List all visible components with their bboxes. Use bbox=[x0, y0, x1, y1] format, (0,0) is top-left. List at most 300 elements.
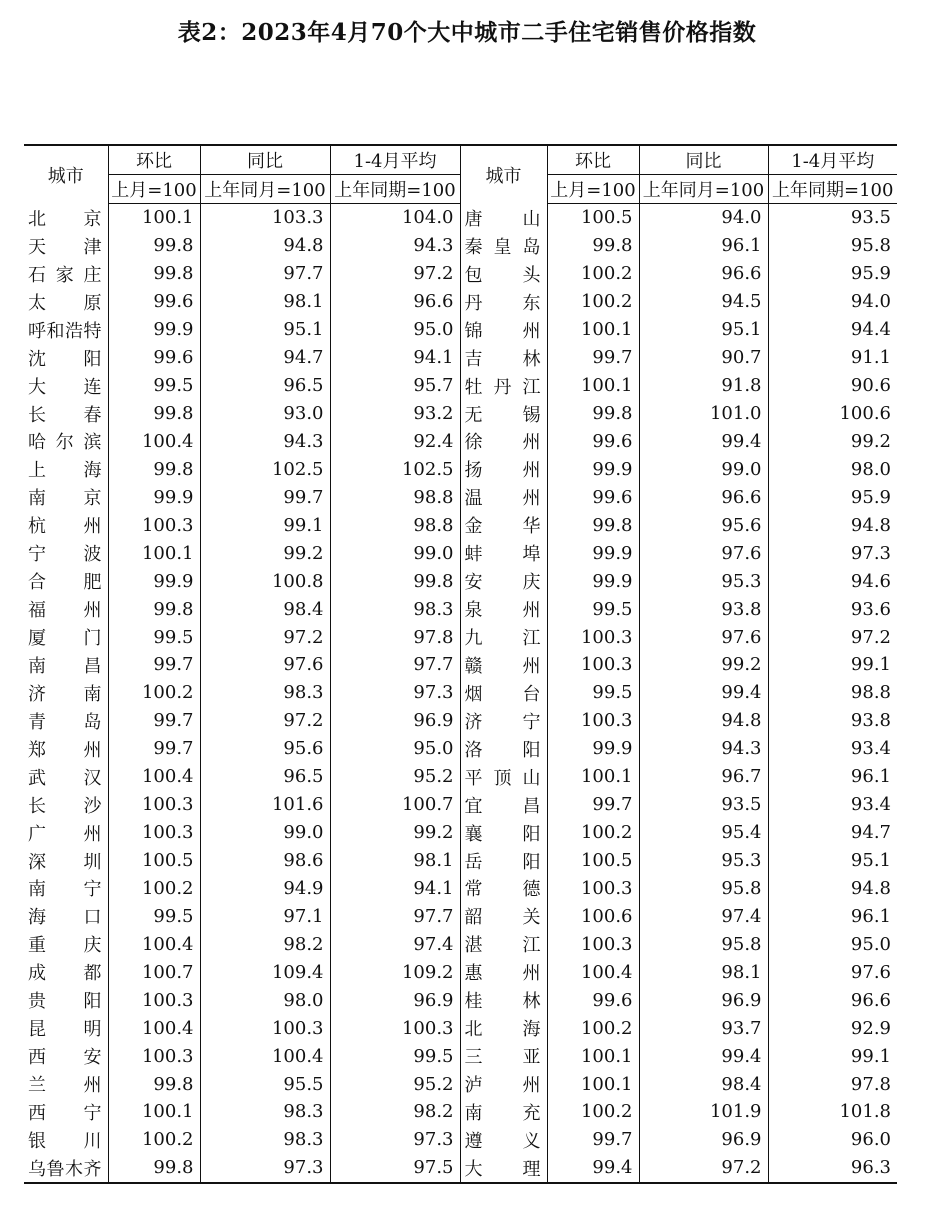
city-name-left: 福 州 bbox=[28, 600, 102, 622]
index-avg-left: 94.1 bbox=[330, 875, 460, 903]
city-name-left: 郑 州 bbox=[28, 739, 102, 761]
table-row bbox=[24, 511, 897, 539]
index-avg-left: 96.6 bbox=[330, 288, 460, 316]
index-avg-left: 95.0 bbox=[330, 316, 460, 344]
city-name-right: 徐 州 bbox=[460, 428, 547, 456]
city-name-left: 重 庆 bbox=[28, 935, 102, 957]
header-mom-base-left: 上月=100 bbox=[108, 175, 200, 204]
city-name-right: 锦 州 bbox=[460, 316, 547, 344]
index-avg-left: 94.3 bbox=[330, 232, 460, 260]
index-mom-left: 100.1 bbox=[108, 539, 200, 567]
index-avg-right: 95.9 bbox=[768, 483, 897, 511]
index-yoy-right: 101.9 bbox=[639, 1098, 768, 1126]
city-name-left: 南 昌 bbox=[28, 655, 102, 677]
city-name-left: 南 宁 bbox=[28, 879, 102, 901]
header-row-1 bbox=[24, 145, 897, 175]
city-name-right: 安 庆 bbox=[460, 567, 547, 595]
index-avg-left: 96.9 bbox=[330, 707, 460, 735]
index-avg-right: 94.8 bbox=[768, 511, 897, 539]
city-name-right: 秦皇岛 bbox=[460, 232, 547, 260]
index-avg-left: 99.5 bbox=[330, 1042, 460, 1070]
index-yoy-right: 97.6 bbox=[639, 623, 768, 651]
index-mom-right: 99.7 bbox=[547, 344, 639, 372]
index-yoy-right: 98.1 bbox=[639, 958, 768, 986]
city-name-left: 青 岛 bbox=[28, 711, 102, 733]
table-row bbox=[24, 1098, 897, 1126]
index-yoy-left: 99.7 bbox=[200, 483, 330, 511]
index-mom-left: 100.3 bbox=[108, 986, 200, 1014]
index-avg-left: 97.4 bbox=[330, 930, 460, 958]
index-avg-left: 95.7 bbox=[330, 372, 460, 400]
index-mom-left: 100.3 bbox=[108, 819, 200, 847]
table-row bbox=[24, 288, 897, 316]
index-yoy-right: 99.4 bbox=[639, 1042, 768, 1070]
index-yoy-left: 97.6 bbox=[200, 651, 330, 679]
index-yoy-right: 93.8 bbox=[639, 595, 768, 623]
index-mom-right: 100.1 bbox=[547, 1070, 639, 1098]
index-yoy-left: 98.6 bbox=[200, 847, 330, 875]
index-mom-left: 99.9 bbox=[108, 316, 200, 344]
index-yoy-right: 96.9 bbox=[639, 986, 768, 1014]
index-mom-right: 99.5 bbox=[547, 595, 639, 623]
index-avg-left: 95.2 bbox=[330, 763, 460, 791]
index-avg-left: 100.7 bbox=[330, 791, 460, 819]
index-mom-left: 100.1 bbox=[108, 204, 200, 232]
index-avg-left: 94.1 bbox=[330, 344, 460, 372]
city-name-left: 宁 波 bbox=[28, 544, 102, 566]
header-avg-base-right: 上年同期=100 bbox=[768, 175, 897, 204]
city-name-left: 沈 阳 bbox=[28, 348, 102, 370]
table-row bbox=[24, 1042, 897, 1070]
index-yoy-left: 109.4 bbox=[200, 958, 330, 986]
index-yoy-right: 99.4 bbox=[639, 428, 768, 456]
table-row bbox=[24, 539, 897, 567]
header-mom-right: 环比 bbox=[547, 145, 639, 175]
index-yoy-left: 94.7 bbox=[200, 344, 330, 372]
index-mom-right: 100.2 bbox=[547, 819, 639, 847]
index-avg-right: 93.4 bbox=[768, 735, 897, 763]
table-row bbox=[24, 260, 897, 288]
index-yoy-right: 95.3 bbox=[639, 567, 768, 595]
index-avg-right: 98.0 bbox=[768, 455, 897, 483]
city-name-right: 牡丹江 bbox=[460, 372, 547, 400]
city-name-left: 济 南 bbox=[28, 683, 102, 705]
header-yoy-base-right: 上年同月=100 bbox=[639, 175, 768, 204]
table-row bbox=[24, 819, 897, 847]
table-row bbox=[24, 1070, 897, 1098]
city-name-left: 北 京 bbox=[28, 208, 102, 230]
index-yoy-right: 101.0 bbox=[639, 400, 768, 428]
city-name-right: 泸 州 bbox=[460, 1070, 547, 1098]
city-name-right: 襄 阳 bbox=[460, 819, 547, 847]
city-name-right: 济 宁 bbox=[460, 707, 547, 735]
table-row bbox=[24, 455, 897, 483]
index-avg-right: 93.4 bbox=[768, 791, 897, 819]
city-name-left: 杭 州 bbox=[28, 516, 102, 538]
index-yoy-right: 96.9 bbox=[639, 1126, 768, 1154]
table-row bbox=[24, 930, 897, 958]
index-avg-right: 95.8 bbox=[768, 232, 897, 260]
index-yoy-right: 95.8 bbox=[639, 875, 768, 903]
index-yoy-left: 94.3 bbox=[200, 428, 330, 456]
page-title: 表2：2023年4月70个大中城市二手住宅销售价格指数 bbox=[177, 19, 757, 46]
index-avg-right: 97.6 bbox=[768, 958, 897, 986]
index-mom-left: 99.9 bbox=[108, 567, 200, 595]
header-city-right: 城市 bbox=[460, 145, 547, 204]
index-mom-right: 99.7 bbox=[547, 1126, 639, 1154]
city-name-left: 哈尔滨 bbox=[28, 432, 102, 454]
index-yoy-left: 97.3 bbox=[200, 1154, 330, 1183]
header-yoy-left: 同比 bbox=[200, 145, 330, 175]
index-yoy-left: 103.3 bbox=[200, 204, 330, 232]
index-avg-left: 97.7 bbox=[330, 902, 460, 930]
city-name-right: 温 州 bbox=[460, 483, 547, 511]
city-name-right: 赣 州 bbox=[460, 651, 547, 679]
index-avg-left: 99.8 bbox=[330, 567, 460, 595]
city-name-right: 惠 州 bbox=[460, 958, 547, 986]
city-name-right: 岳 阳 bbox=[460, 847, 547, 875]
index-avg-right: 90.6 bbox=[768, 372, 897, 400]
index-avg-left: 102.5 bbox=[330, 455, 460, 483]
index-yoy-left: 97.7 bbox=[200, 260, 330, 288]
index-yoy-right: 96.6 bbox=[639, 483, 768, 511]
table-row bbox=[24, 372, 897, 400]
header-avg-right: 1-4月平均 bbox=[768, 145, 897, 175]
city-name-left: 石家庄 bbox=[28, 264, 102, 286]
index-yoy-left: 98.3 bbox=[200, 1126, 330, 1154]
city-name-left: 呼和浩特 bbox=[28, 320, 102, 342]
index-mom-left: 100.4 bbox=[108, 763, 200, 791]
index-mom-right: 99.9 bbox=[547, 567, 639, 595]
index-avg-left: 104.0 bbox=[330, 204, 460, 232]
city-name-left: 深 圳 bbox=[28, 851, 102, 873]
index-avg-left: 93.2 bbox=[330, 400, 460, 428]
index-yoy-left: 98.1 bbox=[200, 288, 330, 316]
table-body bbox=[24, 204, 897, 1183]
index-avg-left: 99.0 bbox=[330, 539, 460, 567]
index-mom-right: 100.3 bbox=[547, 930, 639, 958]
city-name-left: 乌鲁木齐 bbox=[28, 1158, 102, 1180]
index-yoy-right: 93.7 bbox=[639, 1014, 768, 1042]
index-yoy-left: 98.4 bbox=[200, 595, 330, 623]
city-name-right: 遵 义 bbox=[460, 1126, 547, 1154]
city-name-right: 桂 林 bbox=[460, 986, 547, 1014]
index-mom-left: 99.8 bbox=[108, 400, 200, 428]
index-mom-right: 100.4 bbox=[547, 958, 639, 986]
city-name-right: 九 江 bbox=[460, 623, 547, 651]
index-yoy-right: 97.4 bbox=[639, 902, 768, 930]
table-row bbox=[24, 400, 897, 428]
index-mom-right: 100.3 bbox=[547, 623, 639, 651]
index-avg-left: 98.1 bbox=[330, 847, 460, 875]
table-row bbox=[24, 651, 897, 679]
city-name-left: 天 津 bbox=[28, 236, 102, 258]
city-name-right: 丹 东 bbox=[460, 288, 547, 316]
index-mom-left: 100.2 bbox=[108, 1126, 200, 1154]
index-yoy-left: 94.8 bbox=[200, 232, 330, 260]
index-avg-left: 97.5 bbox=[330, 1154, 460, 1183]
index-mom-left: 99.7 bbox=[108, 651, 200, 679]
index-mom-right: 99.9 bbox=[547, 539, 639, 567]
index-yoy-right: 99.4 bbox=[639, 679, 768, 707]
index-yoy-left: 97.2 bbox=[200, 707, 330, 735]
index-avg-right: 95.1 bbox=[768, 847, 897, 875]
price-index-table bbox=[24, 144, 897, 1184]
index-mom-right: 99.4 bbox=[547, 1154, 639, 1183]
table-row bbox=[24, 986, 897, 1014]
city-name-left: 银 川 bbox=[28, 1130, 102, 1152]
table-row bbox=[24, 679, 897, 707]
city-name-left: 兰 州 bbox=[28, 1075, 102, 1097]
index-avg-right: 94.6 bbox=[768, 567, 897, 595]
city-name-right: 包 头 bbox=[460, 260, 547, 288]
index-mom-left: 99.7 bbox=[108, 735, 200, 763]
table-row bbox=[24, 1154, 897, 1183]
index-mom-right: 99.9 bbox=[547, 735, 639, 763]
index-avg-left: 92.4 bbox=[330, 428, 460, 456]
index-avg-right: 93.8 bbox=[768, 707, 897, 735]
index-mom-left: 100.3 bbox=[108, 1042, 200, 1070]
index-yoy-left: 95.5 bbox=[200, 1070, 330, 1098]
index-mom-left: 100.2 bbox=[108, 875, 200, 903]
index-avg-right: 96.1 bbox=[768, 763, 897, 791]
table-row bbox=[24, 428, 897, 456]
index-avg-left: 97.7 bbox=[330, 651, 460, 679]
index-mom-left: 99.6 bbox=[108, 288, 200, 316]
city-name-left: 海 口 bbox=[28, 907, 102, 929]
index-mom-right: 99.5 bbox=[547, 679, 639, 707]
index-mom-right: 99.8 bbox=[547, 511, 639, 539]
index-mom-right: 99.7 bbox=[547, 791, 639, 819]
city-name-left: 上 海 bbox=[28, 460, 102, 482]
index-mom-right: 99.6 bbox=[547, 986, 639, 1014]
index-mom-right: 99.6 bbox=[547, 428, 639, 456]
index-avg-left: 97.8 bbox=[330, 623, 460, 651]
city-name-right: 平顶山 bbox=[460, 763, 547, 791]
index-mom-right: 100.3 bbox=[547, 651, 639, 679]
index-yoy-right: 95.1 bbox=[639, 316, 768, 344]
city-name-left: 成 都 bbox=[28, 963, 102, 985]
index-avg-left: 100.3 bbox=[330, 1014, 460, 1042]
index-yoy-left: 99.1 bbox=[200, 511, 330, 539]
city-name-right: 泉 州 bbox=[460, 595, 547, 623]
index-mom-right: 100.2 bbox=[547, 1098, 639, 1126]
index-mom-right: 100.1 bbox=[547, 372, 639, 400]
index-yoy-right: 97.6 bbox=[639, 539, 768, 567]
index-avg-right: 99.1 bbox=[768, 1042, 897, 1070]
index-yoy-right: 91.8 bbox=[639, 372, 768, 400]
index-yoy-right: 94.3 bbox=[639, 735, 768, 763]
index-yoy-right: 95.8 bbox=[639, 930, 768, 958]
index-avg-left: 98.2 bbox=[330, 1098, 460, 1126]
index-yoy-right: 96.1 bbox=[639, 232, 768, 260]
index-avg-left: 98.8 bbox=[330, 511, 460, 539]
table-row bbox=[24, 344, 897, 372]
index-mom-left: 100.4 bbox=[108, 1014, 200, 1042]
index-yoy-right: 94.8 bbox=[639, 707, 768, 735]
index-mom-right: 100.6 bbox=[547, 902, 639, 930]
index-avg-right: 99.1 bbox=[768, 651, 897, 679]
city-name-left: 昆 明 bbox=[28, 1019, 102, 1041]
city-name-left: 长 春 bbox=[28, 404, 102, 426]
index-yoy-right: 99.0 bbox=[639, 455, 768, 483]
table-row bbox=[24, 902, 897, 930]
index-avg-left: 97.3 bbox=[330, 1126, 460, 1154]
index-mom-right: 100.2 bbox=[547, 288, 639, 316]
city-name-left: 南 京 bbox=[28, 488, 102, 510]
table-row bbox=[24, 1014, 897, 1042]
index-yoy-left: 100.3 bbox=[200, 1014, 330, 1042]
index-mom-left: 99.7 bbox=[108, 707, 200, 735]
index-mom-left: 100.2 bbox=[108, 679, 200, 707]
index-avg-right: 95.9 bbox=[768, 260, 897, 288]
index-mom-left: 100.3 bbox=[108, 511, 200, 539]
index-yoy-left: 98.3 bbox=[200, 679, 330, 707]
index-avg-right: 95.0 bbox=[768, 930, 897, 958]
index-avg-left: 96.9 bbox=[330, 986, 460, 1014]
index-mom-left: 99.8 bbox=[108, 455, 200, 483]
index-mom-left: 99.5 bbox=[108, 372, 200, 400]
index-yoy-left: 98.2 bbox=[200, 930, 330, 958]
index-avg-right: 91.1 bbox=[768, 344, 897, 372]
table-row bbox=[24, 623, 897, 651]
index-yoy-right: 96.6 bbox=[639, 260, 768, 288]
index-yoy-left: 97.1 bbox=[200, 902, 330, 930]
index-mom-left: 99.6 bbox=[108, 344, 200, 372]
index-mom-left: 100.5 bbox=[108, 847, 200, 875]
index-yoy-left: 98.0 bbox=[200, 986, 330, 1014]
index-avg-right: 96.0 bbox=[768, 1126, 897, 1154]
index-mom-right: 99.9 bbox=[547, 455, 639, 483]
city-name-right: 吉 林 bbox=[460, 344, 547, 372]
table-row bbox=[24, 232, 897, 260]
table-row bbox=[24, 735, 897, 763]
index-avg-left: 98.3 bbox=[330, 595, 460, 623]
index-yoy-left: 95.1 bbox=[200, 316, 330, 344]
index-mom-left: 100.4 bbox=[108, 930, 200, 958]
index-mom-left: 100.4 bbox=[108, 428, 200, 456]
index-yoy-left: 96.5 bbox=[200, 372, 330, 400]
index-mom-left: 100.3 bbox=[108, 791, 200, 819]
city-name-right: 北 海 bbox=[460, 1014, 547, 1042]
index-avg-right: 96.6 bbox=[768, 986, 897, 1014]
index-avg-right: 97.8 bbox=[768, 1070, 897, 1098]
city-name-left: 广 州 bbox=[28, 823, 102, 845]
index-mom-right: 100.3 bbox=[547, 707, 639, 735]
city-name-right: 金 华 bbox=[460, 511, 547, 539]
city-name-left: 西 宁 bbox=[28, 1102, 102, 1124]
index-yoy-right: 99.2 bbox=[639, 651, 768, 679]
index-mom-right: 99.8 bbox=[547, 400, 639, 428]
index-yoy-right: 93.5 bbox=[639, 791, 768, 819]
index-mom-left: 99.8 bbox=[108, 260, 200, 288]
index-yoy-right: 96.7 bbox=[639, 763, 768, 791]
index-yoy-right: 98.4 bbox=[639, 1070, 768, 1098]
index-yoy-left: 99.0 bbox=[200, 819, 330, 847]
header-mom-left: 环比 bbox=[108, 145, 200, 175]
index-mom-right: 99.6 bbox=[547, 483, 639, 511]
index-mom-left: 100.1 bbox=[108, 1098, 200, 1126]
index-avg-right: 97.2 bbox=[768, 623, 897, 651]
city-name-right: 无 锡 bbox=[460, 400, 547, 428]
city-name-right: 常 德 bbox=[460, 875, 547, 903]
table-row bbox=[24, 958, 897, 986]
index-yoy-right: 94.5 bbox=[639, 288, 768, 316]
index-avg-right: 92.9 bbox=[768, 1014, 897, 1042]
index-yoy-left: 95.6 bbox=[200, 735, 330, 763]
index-avg-right: 99.2 bbox=[768, 428, 897, 456]
table-row bbox=[24, 763, 897, 791]
city-name-right: 扬 州 bbox=[460, 455, 547, 483]
index-avg-left: 97.2 bbox=[330, 260, 460, 288]
table-row bbox=[24, 875, 897, 903]
header-avg-base-left: 上年同期=100 bbox=[330, 175, 460, 204]
index-mom-right: 100.2 bbox=[547, 1014, 639, 1042]
index-yoy-left: 94.9 bbox=[200, 875, 330, 903]
index-yoy-left: 93.0 bbox=[200, 400, 330, 428]
index-mom-right: 100.3 bbox=[547, 875, 639, 903]
index-mom-left: 99.8 bbox=[108, 232, 200, 260]
city-name-left: 合 肥 bbox=[28, 572, 102, 594]
index-avg-right: 93.6 bbox=[768, 595, 897, 623]
index-yoy-left: 101.6 bbox=[200, 791, 330, 819]
city-name-right: 南 充 bbox=[460, 1098, 547, 1126]
index-avg-right: 94.7 bbox=[768, 819, 897, 847]
index-avg-right: 98.8 bbox=[768, 679, 897, 707]
index-mom-right: 100.1 bbox=[547, 316, 639, 344]
index-avg-right: 97.3 bbox=[768, 539, 897, 567]
table-row bbox=[24, 316, 897, 344]
index-avg-left: 109.2 bbox=[330, 958, 460, 986]
index-yoy-right: 95.6 bbox=[639, 511, 768, 539]
index-avg-right: 94.0 bbox=[768, 288, 897, 316]
city-name-right: 湛 江 bbox=[460, 930, 547, 958]
city-name-left: 太 原 bbox=[28, 292, 102, 314]
index-mom-right: 100.1 bbox=[547, 763, 639, 791]
index-avg-right: 94.8 bbox=[768, 875, 897, 903]
table-row bbox=[24, 1126, 897, 1154]
header-yoy-base-left: 上年同月=100 bbox=[200, 175, 330, 204]
table-row bbox=[24, 204, 897, 232]
index-avg-left: 99.2 bbox=[330, 819, 460, 847]
city-name-right: 洛 阳 bbox=[460, 735, 547, 763]
index-mom-left: 100.7 bbox=[108, 958, 200, 986]
city-name-right: 唐 山 bbox=[460, 204, 547, 232]
index-avg-left: 97.3 bbox=[330, 679, 460, 707]
index-mom-right: 100.2 bbox=[547, 260, 639, 288]
index-avg-right: 100.6 bbox=[768, 400, 897, 428]
index-avg-right: 96.3 bbox=[768, 1154, 897, 1183]
price-index-table-container bbox=[24, 144, 897, 1184]
index-yoy-right: 90.7 bbox=[639, 344, 768, 372]
index-yoy-left: 99.2 bbox=[200, 539, 330, 567]
index-yoy-right: 95.3 bbox=[639, 847, 768, 875]
header-city-left: 城市 bbox=[47, 165, 84, 187]
city-name-left: 西 安 bbox=[28, 1047, 102, 1069]
table-row bbox=[24, 483, 897, 511]
header-mom-base-right: 上月=100 bbox=[547, 175, 639, 204]
index-yoy-left: 100.4 bbox=[200, 1042, 330, 1070]
city-name-right: 韶 关 bbox=[460, 902, 547, 930]
city-name-right: 三 亚 bbox=[460, 1042, 547, 1070]
city-name-right: 蚌 埠 bbox=[460, 539, 547, 567]
index-avg-left: 95.0 bbox=[330, 735, 460, 763]
index-mom-right: 100.5 bbox=[547, 204, 639, 232]
index-yoy-left: 96.5 bbox=[200, 763, 330, 791]
index-mom-left: 99.9 bbox=[108, 483, 200, 511]
index-yoy-right: 97.2 bbox=[639, 1154, 768, 1183]
table-row bbox=[24, 707, 897, 735]
